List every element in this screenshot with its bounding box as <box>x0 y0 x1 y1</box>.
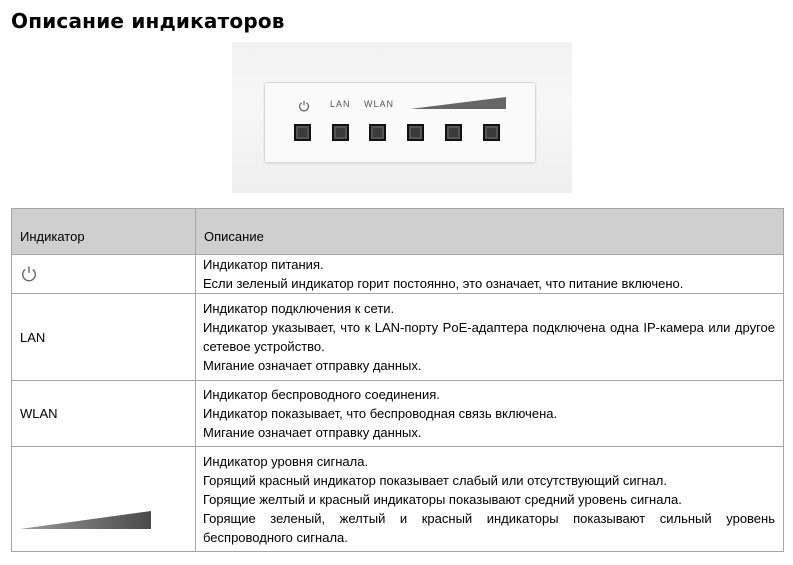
description-line: Горящие зеленый, желтый и красный индикаторы показывают сильный уровень беспроводного сигнала. <box>203 510 775 545</box>
table-row <box>12 447 784 552</box>
description-cell <box>196 381 784 447</box>
description-line: Индикатор беспроводного соединения. <box>203 387 440 402</box>
indicator-panel <box>264 82 536 163</box>
indicator-table <box>11 208 784 552</box>
header-description: Описание <box>196 209 784 255</box>
description-line: Индикатор питания. <box>203 257 324 272</box>
description-line: Горящий красный индикатор показывает слабый или отсутствующий сигнал. <box>203 472 667 488</box>
page-title: Описание индикаторов <box>11 9 285 33</box>
signal-strength-icon <box>20 511 151 529</box>
description-line: Индикатор подключения к сети. <box>203 301 395 316</box>
power-icon <box>298 100 310 112</box>
header-indicator: Индикатор <box>12 209 196 255</box>
indicator-cell: WLAN <box>12 381 196 447</box>
led-signal-1 <box>407 124 424 141</box>
description-line: Мигание означает отправку данных. <box>203 358 422 373</box>
power-icon <box>20 265 38 283</box>
panel-label-lan: LAN <box>330 99 351 109</box>
indicator-cell <box>12 447 196 552</box>
description-line: Индикатор указывает, что к LAN-порту PoE-адаптера подключена одна IP-камера или другое сетевое устройство. <box>203 320 775 354</box>
description-line: Горящие желтый и красный индикаторы показывают средний уровень сигнала. <box>203 491 682 507</box>
description-cell <box>196 255 784 294</box>
led-signal-2 <box>445 124 462 141</box>
table-row <box>12 381 784 447</box>
description-line: Мигание означает отправку данных. <box>203 425 422 440</box>
indicator-cell <box>12 255 196 294</box>
led-signal-3 <box>483 124 500 141</box>
description-line: Индикатор показывает, что беспроводная связь включена. <box>203 406 558 421</box>
table-row <box>12 255 784 294</box>
indicator-cell: LAN <box>12 294 196 381</box>
led-wlan <box>369 124 386 141</box>
description-line: Индикатор уровня сигнала. <box>203 453 369 469</box>
table-header-row <box>12 209 784 255</box>
panel-label-wlan: WLAN <box>364 99 395 109</box>
description-cell <box>196 294 784 381</box>
description-line: Если зеленый индикатор горит постоянно, это означает, что питание включено. <box>203 276 684 291</box>
table-row <box>12 294 784 381</box>
device-photo <box>232 42 572 193</box>
led-lan <box>332 124 349 141</box>
led-power <box>294 124 311 141</box>
signal-strength-icon <box>410 97 506 109</box>
description-cell <box>196 447 784 552</box>
